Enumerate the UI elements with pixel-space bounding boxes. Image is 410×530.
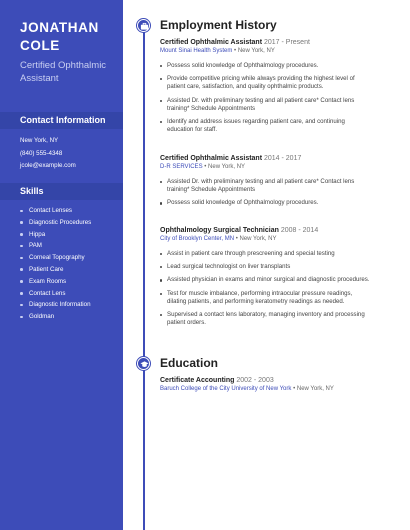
skill-item: Hippa (20, 229, 91, 241)
separator-dot: • (235, 236, 240, 242)
education-school: Baruch College of the City University of New York (160, 386, 292, 392)
skill-item: Contact Lenses (20, 205, 91, 217)
candidate-name: JONATHAN COLE (20, 20, 99, 53)
job-company: D-R SERVICES (160, 164, 203, 170)
education-subline (160, 385, 372, 394)
skill-item: Diagnostic Procedures (20, 217, 91, 229)
graduation-cap-icon (137, 357, 150, 370)
job-bullets (160, 62, 372, 134)
bullet-item: Possess solid knowledge of Ophthalmology procedures. (160, 199, 372, 207)
education-entry (160, 376, 372, 394)
job-subline (160, 235, 372, 244)
contact-info (20, 135, 76, 173)
bullet-item: Supervised a contact lens laboratory, managing inventory and processing patient orders. (160, 311, 372, 327)
skill-item: PAM (20, 240, 91, 252)
job-entry (160, 38, 372, 139)
job-location: New York, NY (237, 48, 275, 54)
education-heading: Education (160, 356, 219, 370)
job-dates: 2017 - Present (264, 39, 310, 46)
separator-dot: • (204, 164, 209, 170)
job-entry (160, 154, 372, 213)
bullet-item: Provide competitive pricing while always providing the highest level of patient care, satisfaction, and quality ophthalmic products. (160, 75, 372, 91)
job-bullets (160, 178, 372, 208)
bullet-item: Assisted Dr. with preliminary testing and all patient care* Contact lens training* Schedule Appointments (160, 97, 372, 113)
job-subline (160, 47, 372, 56)
skill-item: Corneal Topography (20, 252, 91, 264)
skill-item: Contact Lens (20, 288, 91, 300)
skill-item: Patient Care (20, 264, 91, 276)
skill-item: Exam Rooms (20, 276, 91, 288)
bullet-item: Assisted Dr. with preliminary testing and all patient care* Contact lens training* Schedule Appointments (160, 178, 372, 194)
bullet-item: Possess solid knowledge of Ophthalmology procedures. (160, 62, 372, 70)
job-bullets (160, 250, 372, 327)
education-title-line (160, 376, 372, 385)
job-dates: 2014 - 2017 (264, 155, 302, 162)
bullet-item: Assist in patient care through prescreening and special testing (160, 250, 372, 258)
bullet-item: Assisted physician in exams and minor surgical and diagnostic procedures. (160, 276, 372, 284)
sidebar (0, 0, 123, 530)
contact-heading: Contact Information (0, 112, 123, 129)
bullet-item: Identify and address issues regarding patient care, and continuing education for staff. (160, 118, 372, 134)
bullet-item: Lead surgical technologist on liver transplants (160, 263, 372, 271)
timeline-line (143, 26, 145, 530)
contact-phone: (840) 555-4348 (20, 149, 63, 157)
skill-item: Diagnostic Information (20, 299, 91, 311)
contact-email[interactable]: jcole@example.com (20, 162, 76, 169)
candidate-title: Certified Ophthalmic Assistant (20, 60, 107, 84)
contact-location: New York, NY (20, 137, 59, 144)
job-title-line (160, 154, 372, 163)
separator-dot: • (293, 386, 297, 392)
skills-heading: Skills (0, 183, 123, 200)
job-title-line (160, 38, 372, 47)
job-title: Certified Ophthalmic Assistant (160, 155, 263, 162)
job-company: Mount Sinai Health System (160, 48, 233, 54)
job-title: Certified Ophthalmic Assistant (160, 39, 263, 46)
bullet-item: Test for muscle imbalance, performing intraocular pressure readings, dilating patients, and performing keratometry readings as needed. (160, 290, 372, 306)
job-title: Ophthalmology Surgical Technician (160, 227, 279, 234)
separator-dot: • (234, 48, 238, 54)
education-dates: 2002 - 2003 (236, 377, 274, 384)
education-location: New York, NY (296, 386, 334, 392)
job-entry (160, 226, 372, 332)
job-location: New York, NY (239, 236, 277, 242)
job-subline (160, 163, 372, 172)
skills-list (20, 205, 91, 323)
education-title: Certificate Accounting (160, 377, 235, 384)
employment-heading: Employment History (160, 18, 277, 32)
briefcase-icon (137, 19, 150, 32)
job-dates: 2008 - 2014 (280, 227, 319, 234)
job-location: New York, NY (208, 164, 246, 170)
job-title-line (160, 226, 372, 235)
job-company: City of Brooklyn Center, MN (160, 236, 235, 242)
skill-item: Goldman (20, 311, 91, 323)
